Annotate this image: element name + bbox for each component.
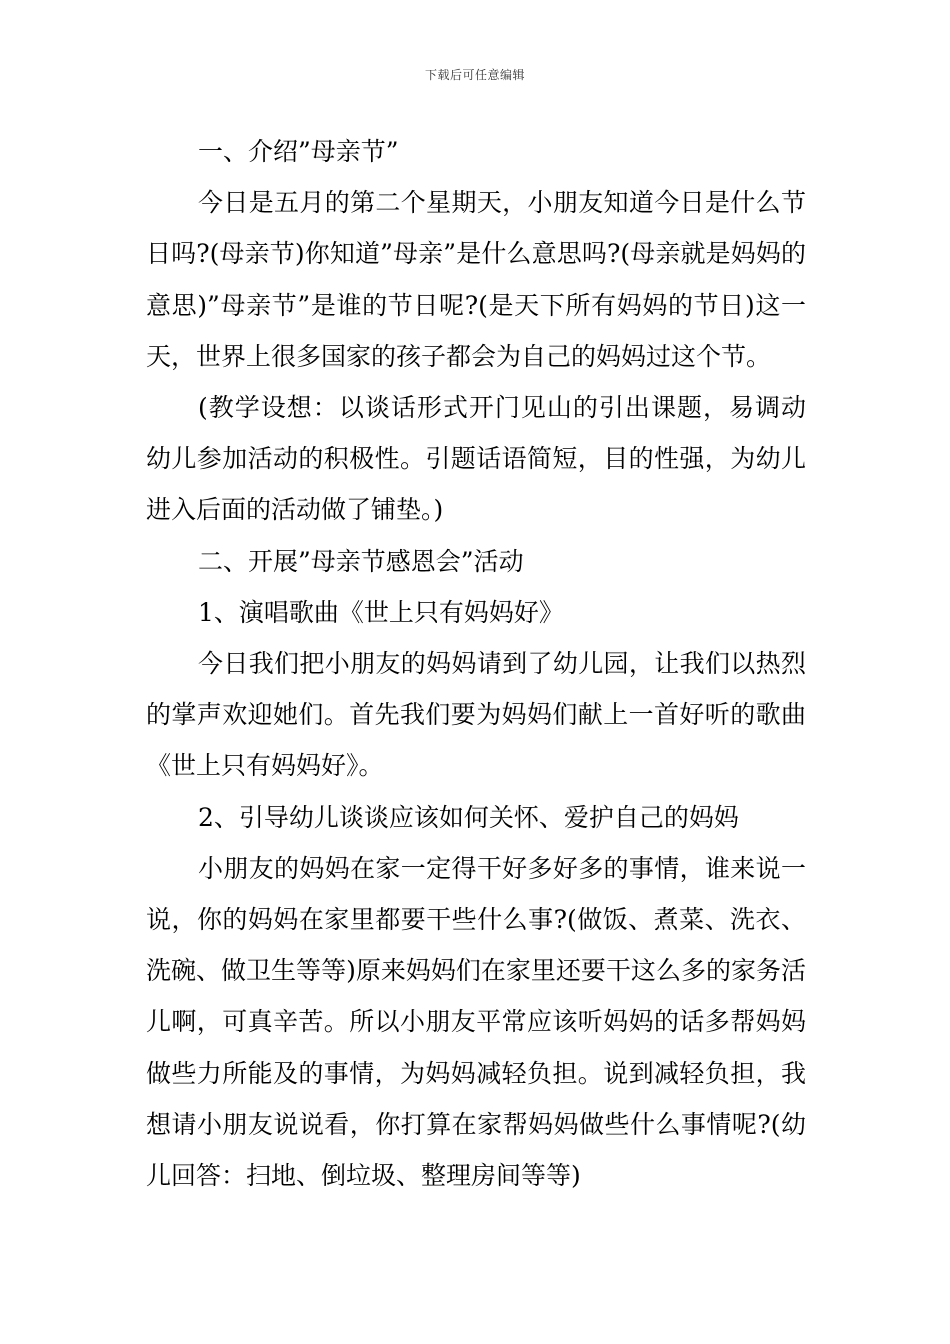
document-body <box>146 126 806 1201</box>
paragraph-song: 今日我们把小朋友的妈妈请到了幼儿园，让我们以热烈的掌声欢迎她们。首先我们要为妈妈们献上一首好听的歌曲《世上只有妈妈好》。 <box>146 649 806 781</box>
header-note: 下载后可任意编辑 <box>424 68 525 82</box>
paragraph-intro-questions: 今日是五月的第二个星期天，小朋友知道今日是什么节日吗?(母亲节)你知道”母亲”是什么意思吗?(母亲就是妈妈的意思)”母亲节”是谁的节日呢?(是天下所有妈妈的节日)这一天，世界上很多国家的孩子都会为自己的妈妈过这个节。 <box>146 188 806 371</box>
section-heading-activity: 二、开展”母亲节感恩会”活动 <box>198 546 524 576</box>
subheading-discussion: 2、引导幼儿谈谈应该如何关怀、爱护自己的妈妈 <box>198 802 739 832</box>
section-heading-intro: 一、介绍”母亲节” <box>198 137 399 166</box>
paragraph-teaching-note: (教学设想：以谈话形式开门见山的引出课题，易调动幼儿参加活动的积极性。引题话语简短，目的性强，为幼儿进入后面的活动做了铺垫。) <box>146 393 806 525</box>
paragraph-discussion: 小朋友的妈妈在家一定得干好多好多的事情，谁来说一说，你的妈妈在家里都要干些什么事?(做饭、煮菜、洗衣、洗碗、做卫生等等)原来妈妈们在家里还要干这么多的家务活儿啊，可真辛苦。所以小朋友平常应该听妈妈的话多帮妈妈做些力所能及的事情，为妈妈减轻负担。说到减轻负担，我想请小朋友说说看，你打算在家帮妈妈做些什么事情呢?(幼儿回答：扫地、倒垃圾、整理房间等等) <box>146 853 806 1191</box>
subheading-song: 1、演唱歌曲《世上只有妈妈好》 <box>198 597 564 627</box>
